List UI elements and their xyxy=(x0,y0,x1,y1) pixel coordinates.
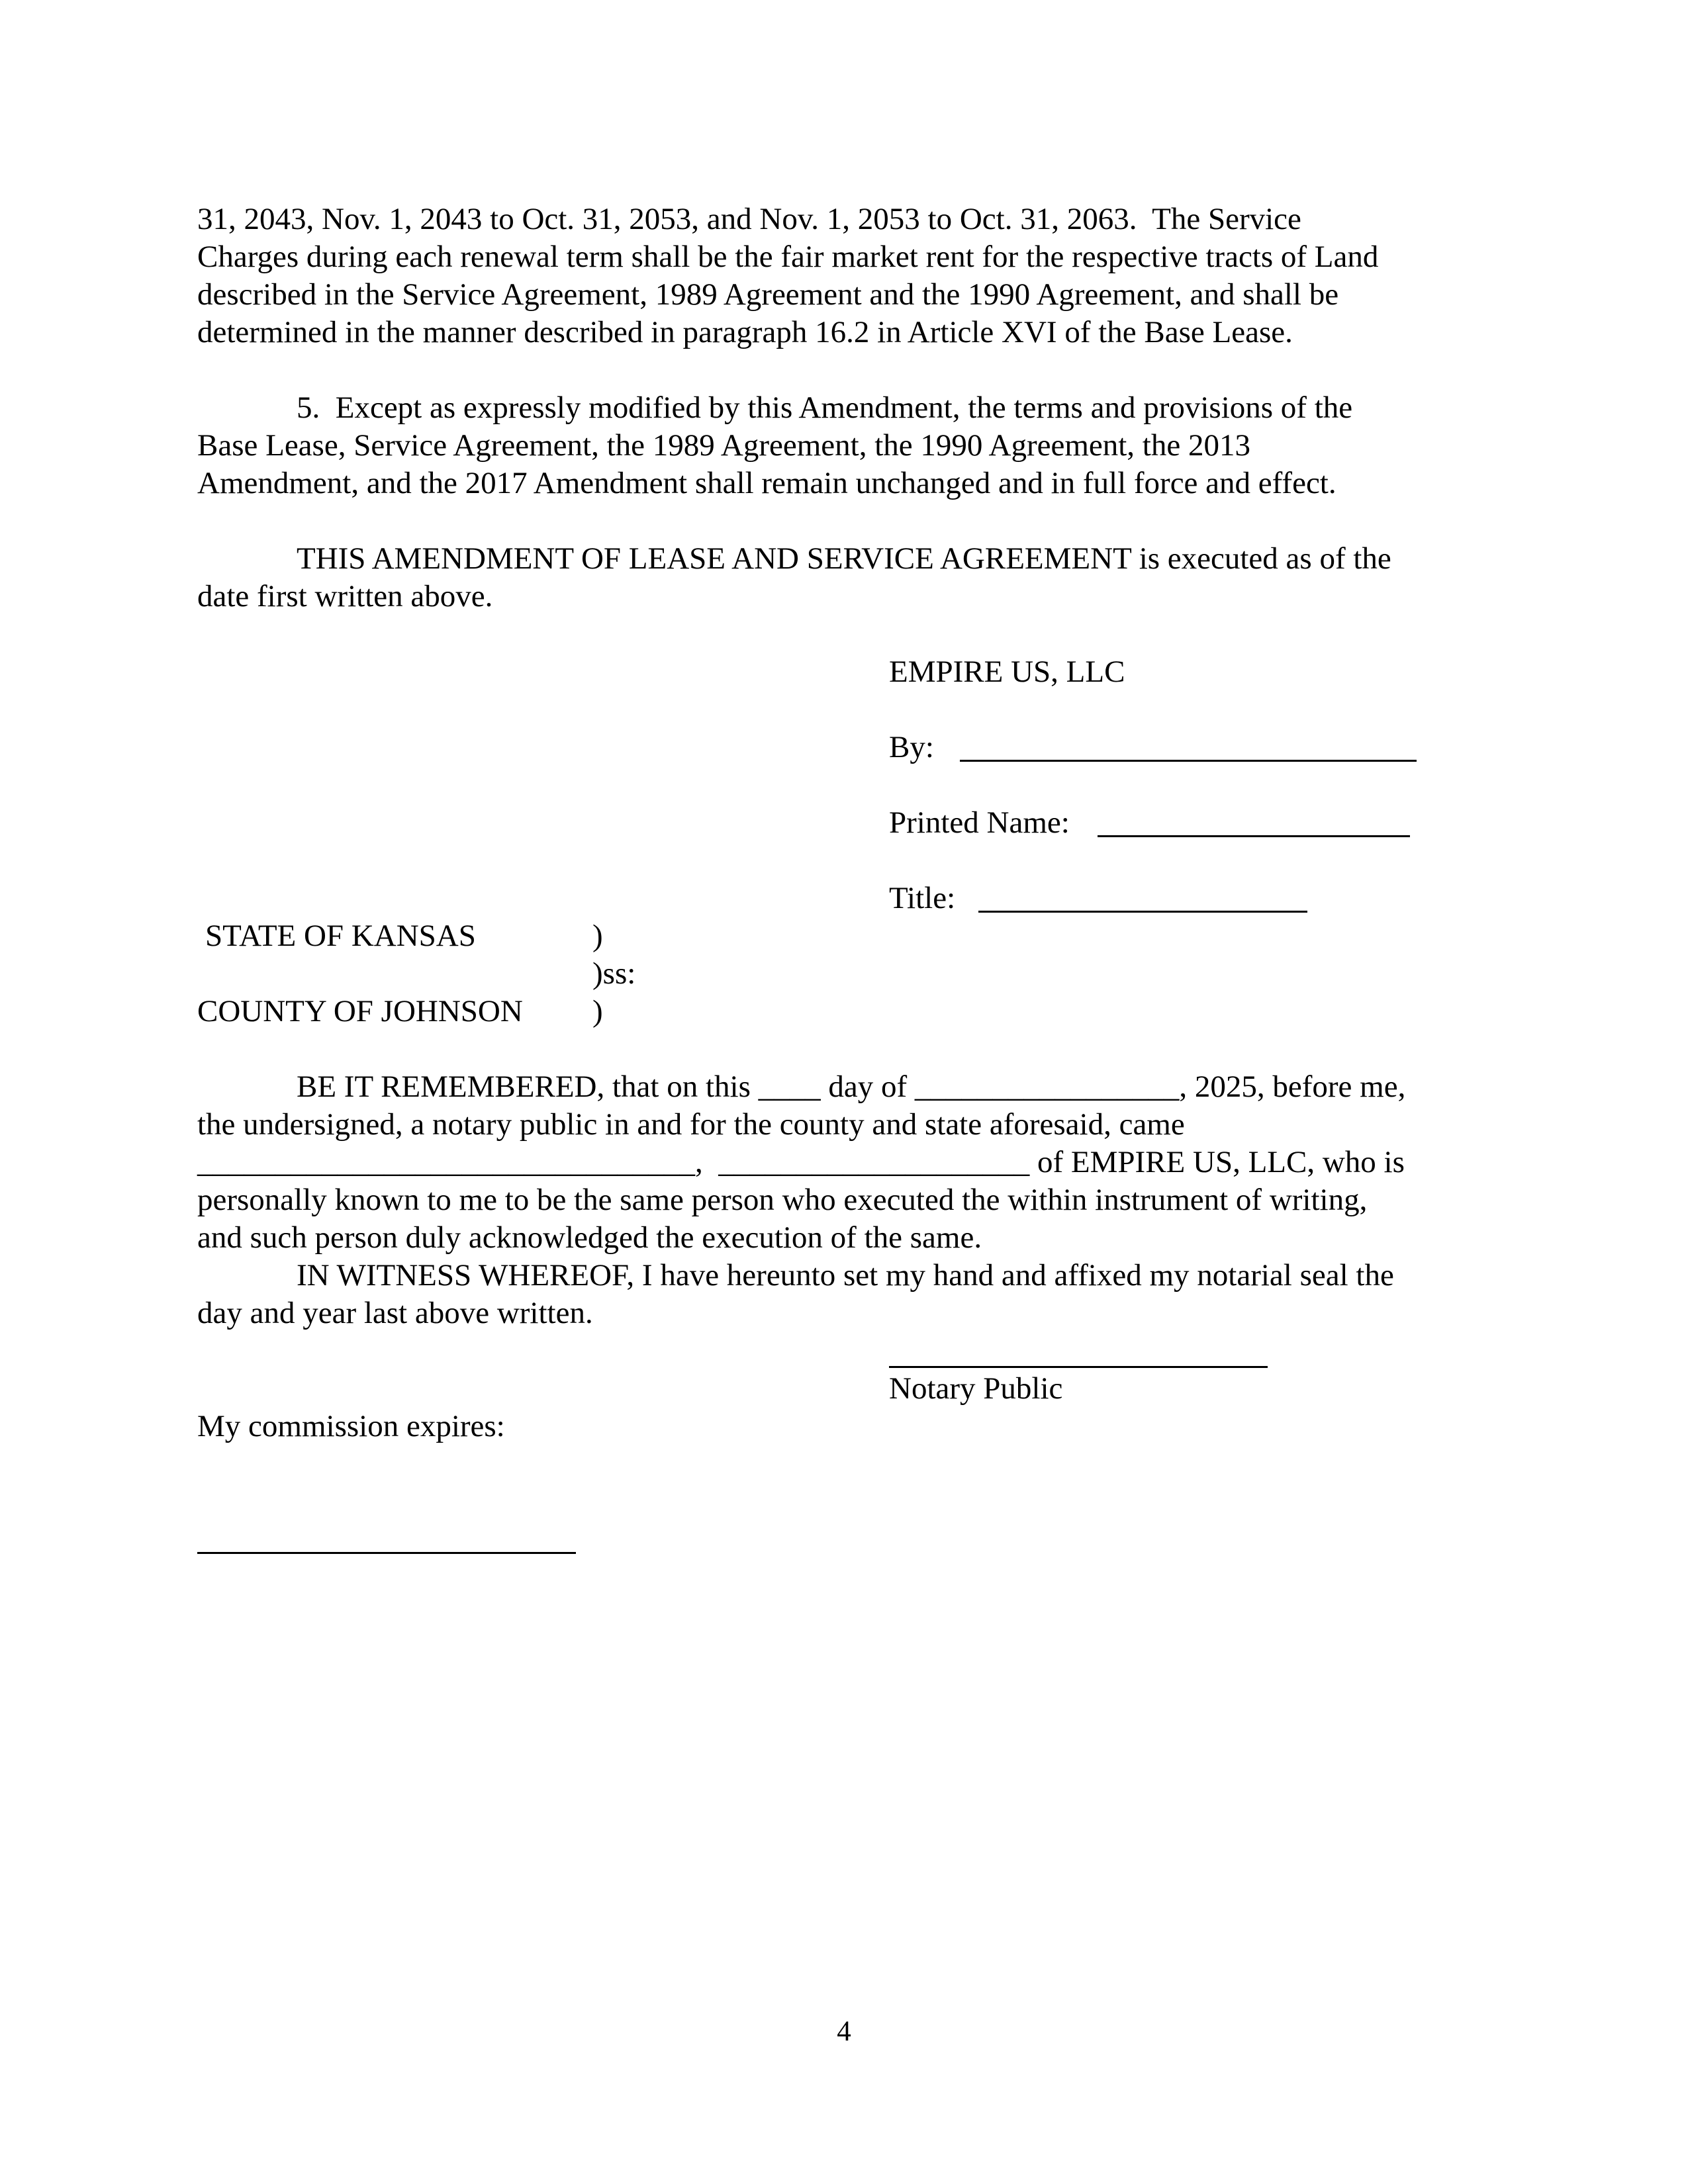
notary-label: Notary Public xyxy=(889,1371,1063,1406)
text-line: date first written above. xyxy=(197,579,493,614)
printed-name-label: Printed Name: xyxy=(889,805,1070,840)
title-line[interactable] xyxy=(978,911,1307,913)
state-label: STATE OF KANSAS xyxy=(205,919,476,953)
text-line: Base Lease, Service Agreement, the 1989 Agreement, the 1990 Agreement, the 2013 xyxy=(197,428,1250,463)
venue-paren: ) xyxy=(592,994,603,1028)
text-line: BE IT REMEMBERED, that on this ____ day of _________________, 2025, before me, xyxy=(297,1069,1406,1104)
text-line: described in the Service Agreement, 1989 Agreement and the 1990 Agreement, and shall be xyxy=(197,277,1339,312)
commission-date-line[interactable] xyxy=(197,1552,576,1554)
text-line: personally known to me to be the same person who executed the within instrument of writing, xyxy=(197,1183,1368,1217)
by-label: By: xyxy=(889,730,934,764)
text-line: and such person duly acknowledged the execution of the same. xyxy=(197,1220,982,1255)
text-line: 31, 2043, Nov. 1, 2043 to Oct. 31, 2053, and Nov. 1, 2053 to Oct. 31, 2063. The Service xyxy=(197,202,1301,236)
venue-paren: ) xyxy=(592,919,603,953)
text-line: determined in the manner described in paragraph 16.2 in Article XVI of the Base Lease. xyxy=(197,315,1293,349)
page-number: 4 xyxy=(837,2016,851,2047)
company-name: EMPIRE US, LLC xyxy=(889,655,1125,689)
text-line: day and year last above written. xyxy=(197,1296,593,1330)
by-signature-line[interactable] xyxy=(960,760,1417,762)
text-line: Amendment, and the 2017 Amendment shall remain unchanged and in full force and effect. xyxy=(197,466,1336,500)
text-line: the undersigned, a notary public in and for the county and state aforesaid, came xyxy=(197,1107,1185,1142)
text-line: ________________________________, ____________________ of EMPIRE US, LLC, who is xyxy=(197,1145,1405,1179)
notary-signature-line[interactable] xyxy=(889,1366,1268,1368)
county-label: COUNTY OF JOHNSON xyxy=(197,994,523,1028)
commission-label: My commission expires: xyxy=(197,1409,505,1443)
title-label: Title: xyxy=(889,881,956,915)
text-line: Charges during each renewal term shall be the fair market rent for the respective tracts of Land xyxy=(197,240,1379,274)
text-line: 5. Except as expressly modified by this Amendment, the terms and provisions of the xyxy=(297,390,1353,425)
printed-name-line[interactable] xyxy=(1098,835,1410,837)
venue-ss: )ss: xyxy=(592,956,636,991)
text-line: THIS AMENDMENT OF LEASE AND SERVICE AGREEMENT is executed as of the xyxy=(297,541,1391,576)
text-line: IN WITNESS WHEREOF, I have hereunto set my hand and affixed my notarial seal the xyxy=(297,1258,1394,1293)
